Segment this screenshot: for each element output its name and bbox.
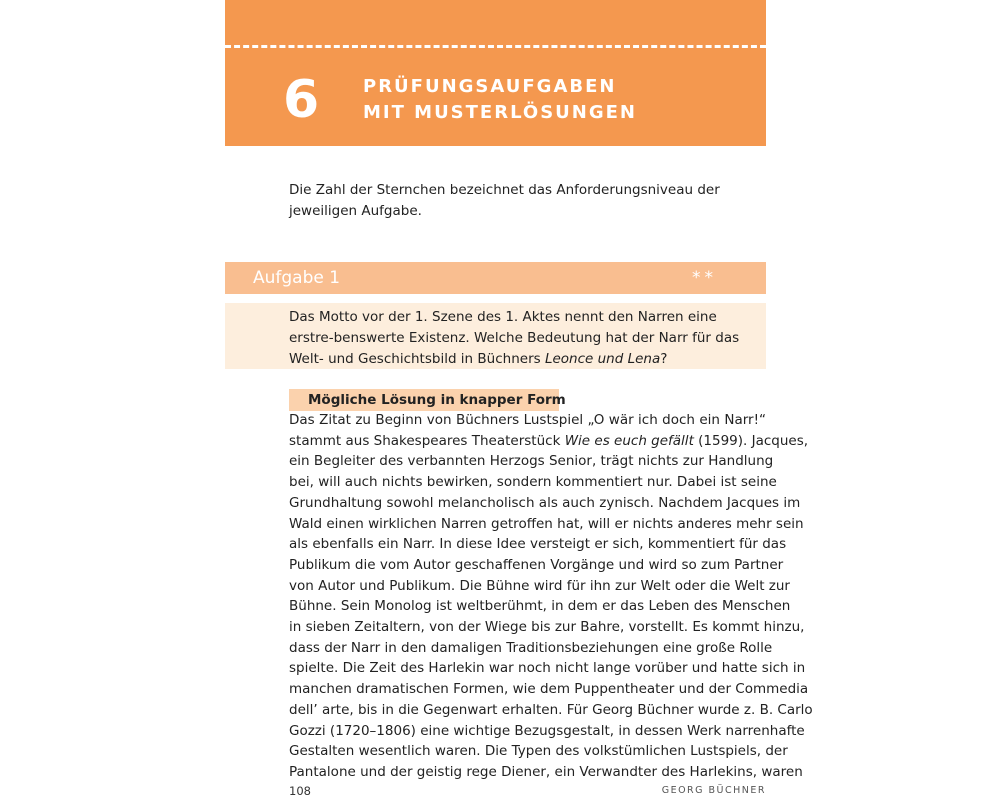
- chapter-title-line-1: PRÜFUNGSAUFGABEN: [363, 76, 617, 97]
- text-line: spielte. Die Zeit des Harlekin war noch nicht lange vorüber und hatte sich in: [289, 660, 806, 677]
- solution-text: [289, 410, 813, 783]
- task-question: [289, 307, 759, 370]
- intro-paragraph: Die Zahl der Sternchen bezeichnet das Anforderungsniveau der jeweiligen Aufgabe.: [289, 182, 720, 219]
- solution-heading: [289, 389, 566, 411]
- text-line: Gozzi (1720–1806) eine wichtige Bezugsgestalt, in dessen Werk narrenhafte: [289, 722, 805, 739]
- text-line: Publikum die vom Autor geschaffenen Vorgänge und wird so zum Partner: [289, 556, 784, 573]
- text-line: Gestalten wesentlich waren. Die Typen des volkstümlichen Lustspiels, der: [289, 743, 788, 760]
- page-number: 108: [289, 784, 311, 798]
- difficulty-stars: **: [692, 268, 717, 288]
- chapter-title-line-2: MIT MUSTERLÖSUNGEN: [363, 102, 637, 123]
- text-line: bei, will auch nichts bewirken, sondern kommentiert nur. Dabei ist seine: [289, 474, 777, 491]
- text-line-part: (1599). Jacques,: [693, 432, 809, 449]
- text-line: ein Begleiter des verbannten Herzogs Senior, trägt nichts zur Handlung: [289, 453, 774, 470]
- task-header-bar: [225, 262, 766, 294]
- running-footer: GEORG BÜCHNER: [661, 785, 766, 796]
- text-line: von Autor und Publikum. Die Bühne wird für ihn zur Welt oder die Welt zur: [289, 577, 790, 594]
- text-line: als ebenfalls ein Narr. In diese Idee versteigt er sich, kommentiert für das: [289, 536, 787, 553]
- solution-heading-label: Mögliche Lösung in knapper Form: [308, 392, 566, 408]
- chapter-banner: [225, 0, 766, 146]
- dashed-divider: [225, 45, 766, 48]
- text-line-part: stammt aus Shakespeares Theaterstück: [289, 432, 565, 449]
- text-line: manchen dramatischen Formen, wie dem Puppentheater und der Commedia: [289, 681, 809, 698]
- text-line: Wald einen wirklichen Narren getroffen hat, will er nichts anderes mehr sein: [289, 515, 804, 532]
- text-line: Bühne. Sein Monolog ist weltberühmt, in dem er das Leben des Menschen: [289, 598, 791, 615]
- task-text-part-1: Das Motto vor der 1. Szene des 1. Aktes nennt den Narren eine erstre-benswerte Existenz. Welche Bedeutung hat der Narr für das Welt- und Geschichtsbild in Büchners: [289, 309, 740, 367]
- text-line: [289, 431, 809, 452]
- chapter-title: [363, 74, 637, 126]
- text-line: Pantalone und der geistig rege Diener, ein Verwandter des Harlekins, waren: [289, 763, 803, 780]
- text-line: in sieben Zeitaltern, von der Wiege bis zur Bahre, vorstellt. Es kommt hinzu,: [289, 619, 805, 636]
- work-title: Wie es euch gefällt: [564, 432, 694, 449]
- task-text-part-2: ?: [660, 351, 668, 367]
- text-line: Grundhaltung sowohl melancholisch als auch zynisch. Nachdem Jacques im: [289, 494, 801, 511]
- text-line: dell’ arte, bis in die Gegenwart erhalten. Für Georg Büchner wurde z. B. Carlo: [289, 701, 813, 718]
- text-line: dass der Narr in den damaligen Traditionsbeziehungen eine große Rolle: [289, 639, 773, 656]
- text-line: Das Zitat zu Beginn von Büchners Lustspiel „O wär ich doch ein Narr!“: [289, 412, 766, 428]
- task-box: [225, 303, 766, 369]
- chapter-number: 6: [283, 70, 320, 130]
- task-text-work-title: Leonce und Lena: [544, 351, 661, 367]
- task-label: Aufgabe 1: [253, 268, 341, 288]
